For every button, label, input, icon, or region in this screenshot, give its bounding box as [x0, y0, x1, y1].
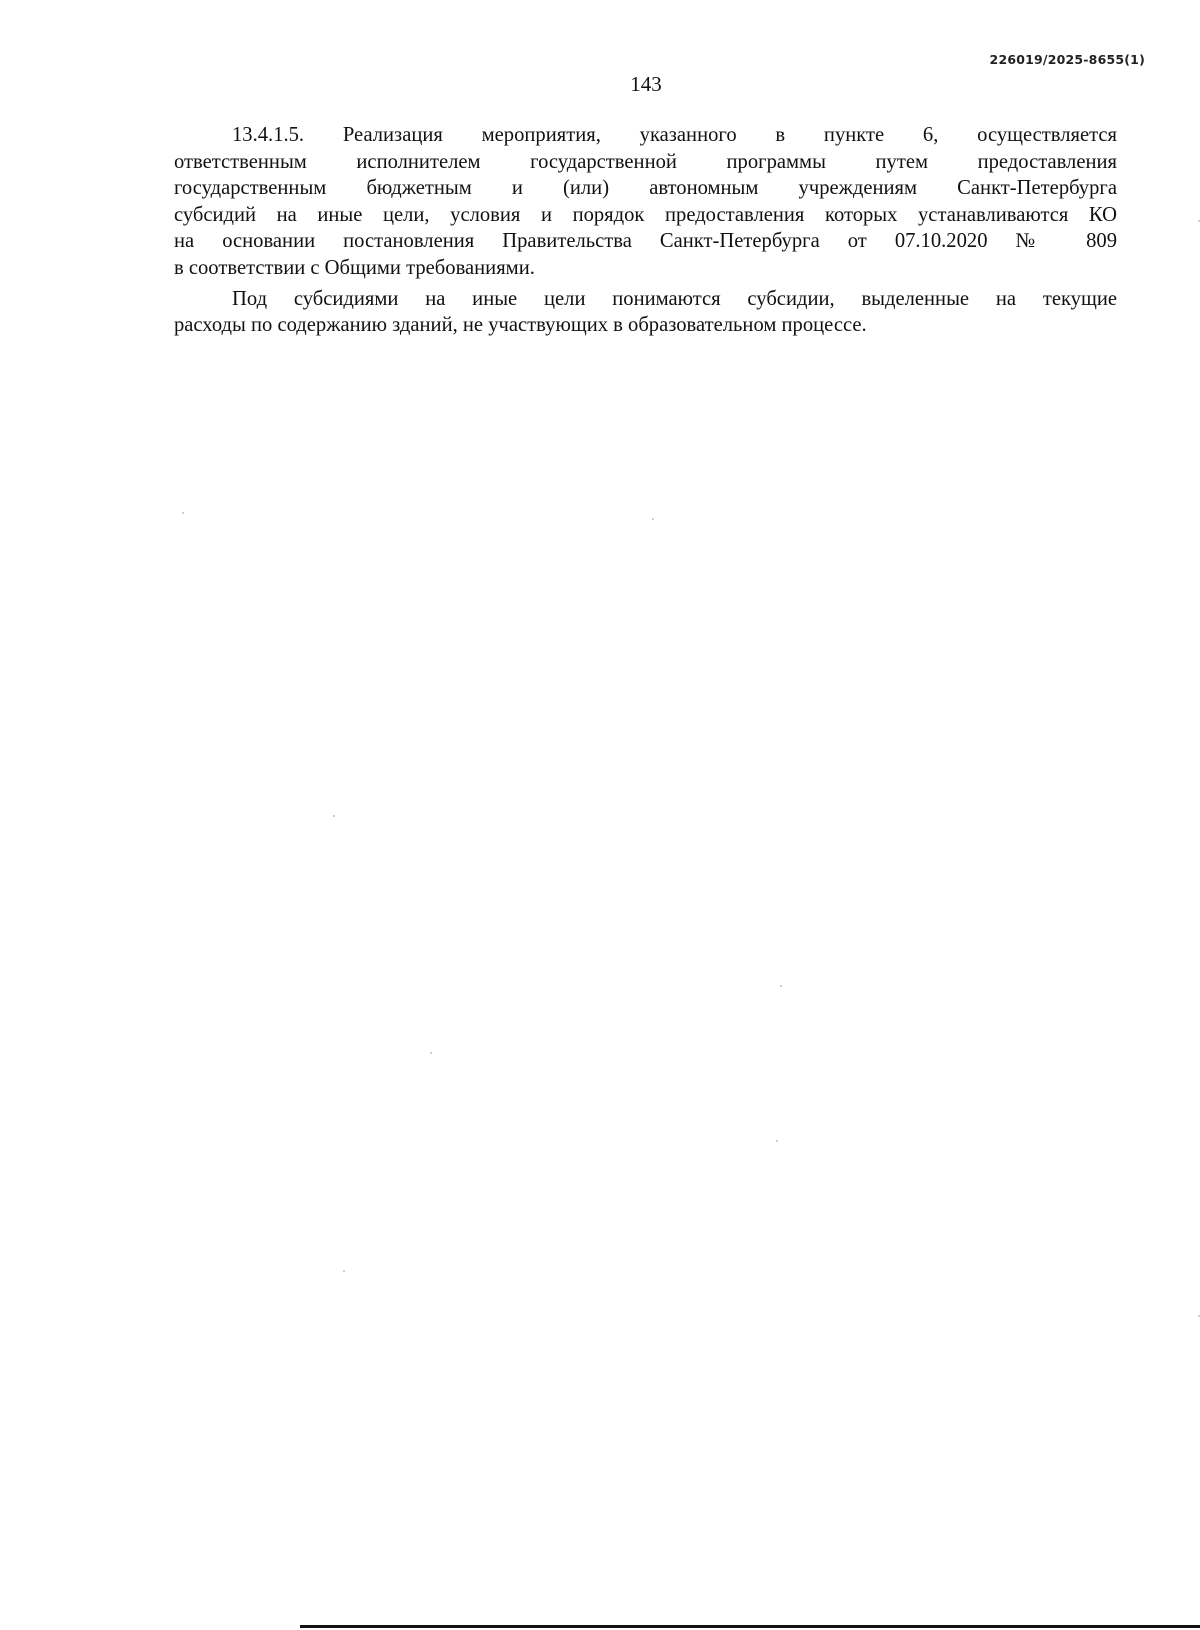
scan-artifact: [430, 1052, 432, 1054]
document-registration-number: 226019/2025-8655(1): [989, 52, 1145, 67]
scan-artifact: [776, 1140, 778, 1142]
paragraph-line: на основании постановления Правительства Санкт-Петербурга от 07.10.2020 № 809: [174, 230, 1117, 253]
page-number: 143: [630, 72, 662, 96]
scan-artifact: [652, 518, 654, 520]
paragraph-line: государственным бюджетным и (или) автономным учреждениям Санкт-Петербурга: [174, 177, 1117, 200]
paragraph-line: ответственным исполнителем государственной программы путем предоставления: [174, 150, 1117, 173]
paragraph-line: субсидий на иные цели, условия и порядок предоставления которых устанавливаются КО: [174, 203, 1117, 226]
scan-artifact: [780, 985, 782, 987]
paragraph-line: расходы по содержанию зданий, не участвующих в образовательном процессе.: [174, 314, 867, 337]
scan-artifact: [333, 815, 335, 817]
scan-artifact: [182, 512, 184, 514]
scan-artifact: [343, 1270, 345, 1272]
scan-bottom-edge-line: [300, 1625, 1200, 1628]
document-body: [174, 122, 1117, 339]
paragraph-subsidies-definition: [174, 286, 1117, 339]
paragraph-13-4-1-5: [174, 122, 1117, 282]
paragraph-line: Под субсидиями на иные цели понимаются субсидии, выделенные на текущие: [232, 287, 1117, 310]
paragraph-line: в соответствии с Общими требованиями.: [174, 256, 535, 279]
paragraph-line: 13.4.1.5. Реализация мероприятия, указанного в пункте 6, осуществляется: [232, 124, 1117, 146]
